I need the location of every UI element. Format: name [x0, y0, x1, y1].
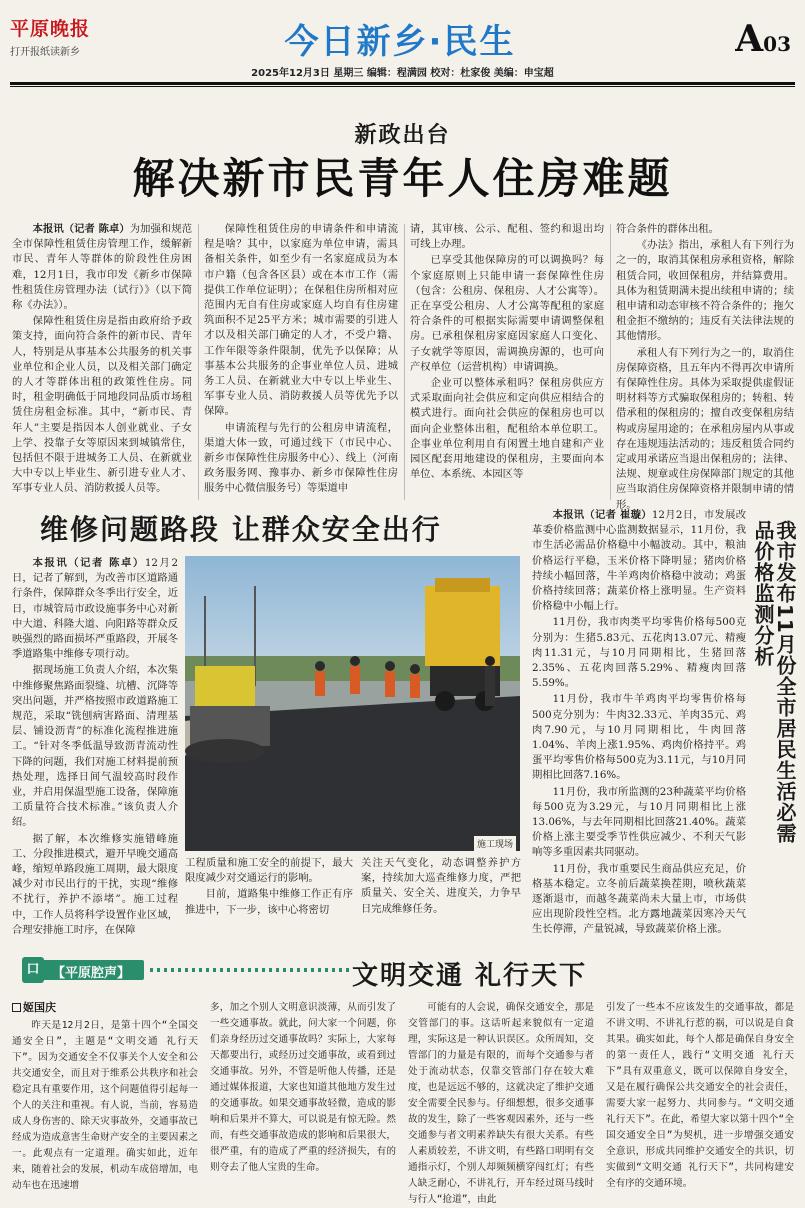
top-rule-thin	[10, 86, 795, 87]
paper-name: 平原晚报	[10, 18, 91, 40]
road-col2-p2: 目前，道路集中维修工作正有序推进中，下一步，该中心将密切	[185, 888, 353, 916]
road-col1-p3: 据了解，本次维修实施错峰施工、分段推进模式，避开早晚交通高峰，缩短单路段施工周期，最大限度减少对市民出行的干扰，实现“维修不扰行，养护不添堵”。施工过程中，工作人员将科学设置作业区域，合理安排施工时序，在保障	[12, 832, 178, 936]
road-col-2	[185, 856, 353, 940]
price-p4: 11月份，我市所监测的23种蔬菜平均价格每500克为3.29元，与10月同期相比上涨13.06%，与去年同期相比回落21.40%。蔬菜价格上涨主要受季节性供应减少、不利天气影响等多重因素共同驱动。	[532, 785, 746, 859]
column-divider	[404, 224, 405, 500]
road-byline: 本报讯（记者 陈卓）	[32, 557, 145, 569]
lead-col4-p3: 承租人有下列行为之一的，取消住房保障资格，且五年内不得再次申请所有保障性住房。具体为采取提供虚假证明材料等方式骗取保租房的；转租、转借承租的保租房的；擅自改变保租房结构或房屋用途的；在承租房屋内从事或存在违规违法活动的；违反租赁合同约定或用承诺应当退出保租房的；法律、法规、规章或住房保障部门规定的其他应当取消住房保障资格并限制申请的情形。	[616, 346, 794, 511]
lead-col4-p2: 《办法》指出，承租人有下列行为之一的，取消其保租房承租资格，解除租赁合同，收回保租房，并结算费用。具体为租赁期满未提出续租申请的；续租申请和动态审核不符合条件的；拖欠租金拒不缴纳的；违反有关法律法规的其他情形。	[616, 239, 794, 343]
lead-col-4	[616, 222, 794, 511]
column-col1-text: 昨天是12月2日，是第十四个“全国交通安全日”，主题是“文明交通 礼行天下”。因为交通安全不仅事关个人安全和公共交通安全，而且对于维系公共秩序和社会稳定具有重要作用，这个问题值得引起每一个人的关注和重视。有人说，当前，容易造成人身伤害的、除天灾事故外，交通事故已经成为造成意害生命财产安全的主要因素之一。此观点有一定道理。确实如此，近年来，随着社会的发展，机动车成倍增加，电动车也在迅速增	[12, 1020, 198, 1191]
column-author-name: 姬国庆	[23, 1001, 56, 1014]
road-col2-p1: 工程质量和施工安全的前提下，最大限度减少对交通运行的影响。	[185, 857, 353, 885]
price-p1: 12月2日，市发展改革委价格监测中心监测数据显示，11月份，我市生活必需品价格稳中小幅波动。其中，粮油价格运行平稳，玉米价格下降明显；猪肉价格持续小幅回落，牛羊鸡肉价格稳中波动；鸡蛋价格持续回落；蔬菜价格上涨明显。生产资料价格稳中小幅上行。	[532, 509, 746, 613]
road-col1-p1: 12月2日，记者了解到，为改善市区道路通行条件，保障群众冬季出行安全，近日，市城管局市政设施事务中心对新中大道、科隆大道、向阳路等群众反映强烈的路面损坏严重路段，开展冬季道路集中维修专项行动。	[12, 557, 178, 661]
column-tag-icon: 口	[22, 957, 44, 983]
column-col-2	[210, 1000, 396, 1194]
section-title: 今日新乡·民生	[284, 22, 516, 62]
lead-kicker: 新政出台	[354, 122, 451, 148]
road-col1-p2: 据现场施工负责人介绍，本次集中维修聚焦路面裂缝、坑槽、沉降等突出问题，并严格按照市政道路施工规范，采取“铣刨病害路面、清理基层、铺设沥青”的标准化流程推进施工。“针对冬季低温导致沥青流动性下降的问题，我们对施工材料提前预热处理，选择日间气温较高时段作业，并启用保温型施工设备，保障施工质量符合技术标准。”该负责人介绍。	[12, 664, 178, 829]
lead-headline: 解决新市民青年人住房难题	[132, 154, 673, 203]
lead-col2-p1: 保障性租赁住房的申请条件和申请流程是啥？其中，以家庭为单位申请，需具备相关条件，如至少有一名家庭成员为本市户籍（包含各区县）或在本市工作（需提供工作单位证明）；在保租住房所相对应范围内无自有住房或家庭人均自有住房建筑面积不足25平方米；城市需要的引进人才以及相关部门确定的人才，不受户籍、工作年限等条件限制，优先予以保障；从事基本公共服务的企事业单位人员、进城务工人员、在新就业大中专以上毕业生、军事专业人员、消防救援人员等优先予以保障。	[204, 223, 398, 418]
column-col4-text: 引发了一些本不应该发生的交通事故，都是不讲文明、不讲礼行惹的祸，可以说是自食其果。确实如此，每个人都是确保自身安全的第一责任人，践行“文明交通 礼行天下”具有双重意义，既可以保障自身安全，又是在履行确保公共交通安全的社会责任，需要大家一起努力、共同参与。“文明交通 礼行天下”。在此，希望大家以第十四个“全国交通安全日”为契机，进一步增强交通安全意识，形成共同维护交通安全的共识，切实做到“文明交通 礼行天下”，共同构建安全有序的交通环境。	[606, 1002, 794, 1189]
lead-col-1	[12, 222, 192, 502]
construction-photo	[185, 556, 520, 851]
road-headline: 维修问题路段 让群众安全出行	[40, 513, 442, 546]
column-divider	[198, 224, 199, 500]
column-col-3	[408, 1000, 594, 1205]
photo-caption: 施工现场	[474, 836, 516, 851]
column-col3-text: 可能有的人会说，确保交通安全，那是交管部门的事。这话听起来貌似有一定道理，实际这是一种认识误区。众所周知，交管部门的力量是有限的，而每个交通参与者处于流动状态，仅靠交管部门存在较大难度，也是远远不够的，这就决定了维护交通安全需要全民参与。仔细想想，很多交通事故的发生，除了一些客观因素外，还与一些交通参与者文明素养缺失有很大关系。有些人素质较差，不讲文明，有些路口明明有交通指示灯，个别人却频频横穿闯红灯；有些人缺乏耐心，不讲礼行，开车经过斑马线时与行人“抢道”，由此	[408, 1002, 594, 1205]
price-story-body	[532, 508, 746, 940]
price-vertical-headline: 我市发布11月份全市居民生活必需品价格监测分析	[751, 520, 797, 844]
dateline: 2025年12月3日 星期三 编辑：程满园 校对：杜家俊 美编：申宝超	[251, 68, 554, 79]
road-paving-image	[185, 556, 520, 851]
lead-col4-p1: 符合条件的群体出租。	[616, 223, 719, 235]
lead-byline: 本报讯（记者 陈卓）	[32, 223, 130, 235]
price-byline: 本报讯（记者 崔璇）	[552, 509, 652, 521]
lead-col2-p2: 申请流程与先行的公租房申请流程，渠道大体一致，可通过线下（市民中心、新乡市保障性住房服务中心）、线上（河南政务服务网、豫事办、新乡市保障性住房服务中心微信服务号）等渠道申	[204, 421, 398, 495]
road-col3-p1: 关注天气变化，动态调整养护方案，持续加大巡查维修力度，严把质量关、安全关、进度关，力争早日完成维修任务。	[361, 857, 521, 915]
lead-col3-p1: 请，其审核、公示、配租、签约和退出均可线上办理。	[410, 223, 604, 251]
column-col-4	[606, 1000, 794, 1194]
lead-col3-p2: 已享受其他保障房的可以调换吗？每个家庭原则上只能申请一套保障性住房（包含：公租房、保租房、人才公寓等）。正在享受公租房、人才公寓等配租的家庭符合条件的可根据实际需要申请调整保租房。已承租保租房家庭因家庭人口变化、子女就学等原因，需调换房源的，也可向产权单位（运营机构）申请调换。	[410, 254, 604, 373]
column-headline: 文明交通 礼行天下	[352, 961, 588, 991]
column-col-1	[12, 1018, 198, 1194]
road-col-1	[12, 556, 178, 940]
price-p5: 11月份，我市重要民生商品供应充足，价格基本稳定。立冬前后蔬菜换茬期，喷秋蔬菜逐渐退市，而越冬蔬菜尚未大量上市，市场供应出现阶段性空档。北方露地蔬菜因寒冷天气生长停滞，产量锐减，导致蔬菜价格上涨。	[532, 862, 746, 936]
paper-logo	[10, 14, 120, 58]
lead-col1-p1: 为加强和规范全市保障性租赁住房管理工作，缓解新市民、青年人等群体的阶段性住房困难，12月1日，我市印发《新乡市保障性租赁住房管理办法（试行）》（以下简称《办法》）。	[12, 223, 192, 312]
top-rule	[10, 82, 795, 85]
masthead	[0, 0, 805, 92]
paper-slogan: 打开报纸读新乡	[10, 47, 80, 58]
column-divider	[610, 224, 611, 500]
price-p2: 11月份，我市肉类平均零售价格每500克分别为：生猪5.83元、五花肉13.07元、精瘦肉11.31元，与10月同期相比，生猪回落2.35%、五花肉回落5.29%、精瘦肉回落5.59%。	[532, 616, 746, 690]
road-col-3	[361, 856, 521, 940]
author-box-icon	[12, 1003, 21, 1012]
lead-col-3	[410, 222, 604, 502]
page-num: 03	[763, 32, 791, 56]
column-col2-text: 多，加之个别人文明意识淡薄，从而引发了一些交通事故。就此，问大家一个问题，你们亲身经历过交通事故吗？实际上，大家每天都要出行，或经历过交通事故，或看到过交通事故。另外，不管是听他人传播，还是通过媒体报道，大家也知道其他地方发生过的交通事故。如果交通事故轻微，造成的影响和后果并不算大，可以说是有惊无险。然而，有些交通事故造成的影响和后果很大，很严重，有的造成了严重的经济损失，有的则夺去了他人宝贵的生命。	[210, 1002, 396, 1173]
lead-col-2	[204, 222, 398, 502]
page-number	[735, 18, 791, 60]
page-letter: A	[735, 18, 764, 60]
column-tag-label: 【平原腔声】	[52, 966, 131, 981]
price-p3: 11月份，我市牛羊鸡肉平均零售价格每500克分别为：牛肉32.33元、羊肉35元、鸡肉7.90元，与10月同期相比，牛肉回落1.04%、羊肉上涨1.95%、鸡肉价格持平。鸡蛋平均零售价格每500克为3.11元，与10月同期相比回落7.16%。	[532, 693, 746, 782]
lead-col1-p2: 保障性租赁住房是指由政府给予政策支持，面向符合条件的新市民、青年人，特别是从事基本公共服务的机关事业单位和企业人员，以及相关部门确定的人才等群体出租的政策性住房。同时，租金明确低于同地段同品质市场租赁住房租金标准。其中，“新市民、青年人”主要是指因本人创业就业、子女上学、投靠子女等原因来到城镇常住，包括但不限于进城务工人员、在新就业大中专以上毕业生、新引进专业人才、军事专业人员、消防救援人员等。	[12, 315, 192, 495]
column-tag-text: 平原腔声	[65, 966, 118, 981]
tag-dot-rule	[150, 968, 350, 972]
column-author	[12, 999, 56, 1015]
lead-col3-p3: 企业可以整体承租吗？保租房供应方式采取面向社会供应和定向供应相结合的模式进行。面向社会供应的保租房也可以面向企业整体出租，配租给本单位职工。企事业单位利用自有闲置土地自建和产业园区配套用地建设的保租房，主要面向本单位、本系统、本园区等	[410, 377, 604, 481]
